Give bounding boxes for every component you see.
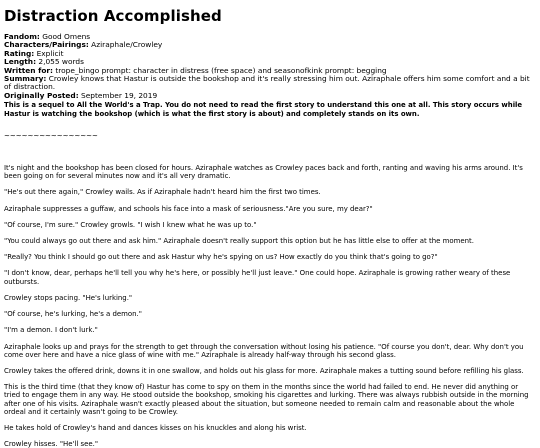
story-body <box>4 164 536 448</box>
story-paragraph: Crowley takes the offered drink, downs it in one swallow, and holds out his glass for more. Aziraphale makes a tutting sound before refilling his glass. <box>4 366 524 375</box>
story-metadata <box>4 33 536 100</box>
story-paragraph: "Of course, I'm sure." Crowley growls. "I wish I knew what he was up to." <box>4 220 257 229</box>
meta-characters: Characters/Pairings: Aziraphale/Crowley <box>4 40 163 50</box>
meta-rating: Rating: Explicit <box>4 48 64 58</box>
story-paragraph: "Of course, he's lurking, he's a demon." <box>4 310 142 319</box>
story-paragraph: Aziraphale looks up and prays for the strength to get through the conversation without losing his patience. "Of course you don't, dear. Why don't you come over here and have a nice glass of wine with me." Aziraphale is already half-way through his second glass. <box>4 342 524 359</box>
document-title: Distraction Accomplished <box>4 7 222 25</box>
story-paragraph: "I don't know, dear, perhaps he'll tell you why he's here, or possibly he'll just leave." One could hope. Aziraphale is growing rather weary of these outbursts. <box>4 269 511 286</box>
story-paragraph: He takes hold of Crowley's hand and dances kisses on his knuckles and along his wrist. <box>4 423 307 432</box>
story-paragraph: Aziraphale suppresses a guffaw, and schools his face into a mask of seriousness."Are you sure, my dear?" <box>4 204 373 213</box>
meta-length: Length: 2,055 words <box>4 57 84 67</box>
story-paragraph: "You could always go out there and ask him." Aziraphale doesn't really support this option but he has little else to offer at the moment. <box>4 237 474 246</box>
story-paragraph: It's night and the bookshop has been closed for hours. Aziraphale watches as Crowley paces back and forth, ranting and waving his arms around. It's been going on for several minutes now and it's all very dramatic. <box>4 164 523 181</box>
story-paragraph: Crowley hisses. "He'll see." <box>4 440 99 448</box>
meta-written-for: Written for: trope_bingo prompt: character in distress (free space) and seasonofkink prompt: begging <box>4 65 387 75</box>
section-divider: ~~~~~~~~~~~~~~~~ <box>4 132 98 141</box>
sequel-note: This is a sequel to All the World's a Trap. You do not need to read the first story to understand this one at all. This story occurs while Hastur is watching the bookshop (which is what the first story is about) and completely stands on its own. <box>4 101 523 118</box>
story-paragraph: "I'm a demon. I don't lurk." <box>4 326 98 335</box>
story-paragraph: "Really? You think I should go out there and ask Hastur why he's spying on us? How exactly do you think that's going to go?" <box>4 253 438 262</box>
meta-originally-posted: Originally Posted: September 19, 2019 <box>4 90 158 100</box>
story-paragraph: This is the third time (that they know of) Hastur has come to spy on them in the months since the world had failed to end. He never did anything or tried to engage them in any way. He stood outside the bookshop, smoking his cigarettes and lurking. There was always rubbish outside in the morning after one of his visits. Aziraphale wasn't exactly pleased about the situation, but someone needed to remain calm and reasonable about the whole ordeal and it certainly wasn't going to be Crowley. <box>4 383 529 416</box>
story-paragraph: "He's out there again," Crowley wails. As if Aziraphale hadn't heard him the first two times. <box>4 188 321 197</box>
meta-summary: Summary: Crowley knows that Hastur is outside the bookshop and it's really stressing him out. Aziraphale offers him some comfort and a bit of distraction. <box>4 74 530 92</box>
meta-fandom: Fandom: Good Omens <box>4 32 91 41</box>
story-paragraph: Crowley stops pacing. "He's lurking." <box>4 293 133 302</box>
